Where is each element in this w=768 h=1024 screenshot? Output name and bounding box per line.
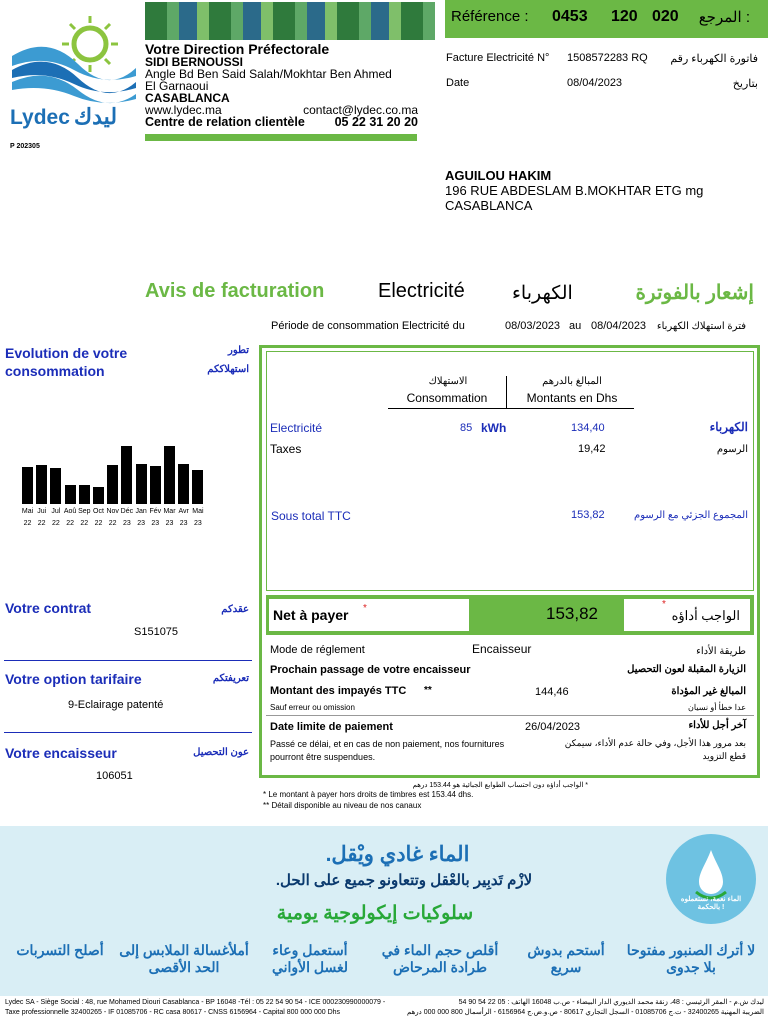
col-consumption-fr: Consommation [406,391,488,405]
payment-mode-label: Mode de réglement [270,644,365,656]
chart-bar [150,466,161,504]
chart-month-label: Sep [78,508,91,515]
chart-month-labels [22,507,212,531]
reference-part-2: 120 [611,8,638,25]
option-heading-ar: تعريفتكم [212,673,249,684]
direction-address-2: El Garnaoui [145,79,209,93]
chart-month-label: Mar [163,508,176,515]
chart-bar [93,487,104,504]
suspension-warning-ar: بعد مرور هذا الأجل، وفي حالة عدم الأداء، سيمكن قطع التزويد [564,738,746,761]
unpaid-label: Montant des impayés TTC [270,685,407,697]
contrat-heading: Votre contrat [5,600,92,616]
chart-year-label: 23 [122,520,131,527]
header-divider [145,134,417,141]
lydec-logo [8,14,138,139]
footer-line-1-ar: ليدك ش.م - المقر الرئيسي : 48، زنقة محمد الديوري الدار البيضاء - ص.ب 16048 الهاتف : 05 22 54 90 54 [458,999,764,1006]
encaisseur-value: 106051 [96,770,133,782]
banner-headline-1: الماء غادي ويْقل. [325,843,470,866]
unpaid-label-ar: المبالغ غير المؤداة [671,686,746,697]
footer-line-2-ar: الضريبة المهنية 32400265 - ت.ج 01085706 - السجل التجاري 80617 - ص.و.ض.ج 6156964 - الرأسمال 800 000 000 درهم [406,1009,764,1016]
elec-row-unit: kWh [481,421,507,435]
deadline-label-ar: آخر أجل للأداء [688,720,746,731]
subtotal-label: Sous total TTC [271,509,351,523]
chart-bar [107,465,118,504]
net-star-ar: * [662,599,666,610]
suspension-warning: Passé ce délai, et en cas de non paiement, nos fournitures pourront être suspendues. [270,739,505,762]
chart-month-label: Fév [149,508,162,515]
tip-item: أستحم بدوش سريع [527,942,605,975]
reference-box [445,0,768,38]
invoice-date-label: Date [446,77,470,89]
chart-month-label: Jul [51,508,61,515]
deadline-date: 26/04/2023 [525,721,581,733]
sidebar-divider [4,732,252,733]
invoice-number: 1508572283 RQ [567,52,648,64]
payment-mode-value: Encaisseur [472,642,532,656]
net-to-pay-row [266,595,754,635]
invoice-number-label: Facture Electricité N° [446,52,550,64]
avis-title-ar: إشعار بالفوترة [635,282,754,304]
net-amount: 153,82 [546,604,598,623]
invoice-date: 08/04/2023 [567,77,623,89]
chart-bar [79,485,90,504]
chart-bar [22,467,33,504]
option-heading: Votre option tarifaire [5,671,142,687]
encaisseur-heading-ar: عون التحصيل [193,747,249,758]
taxes-row-label: Taxes [270,442,302,456]
tip-item: أقلص حجم الماء في طرادة المرحاض [381,942,499,975]
chart-bar [192,470,203,504]
direction-city: CASABLANCA [145,91,230,105]
direction-title: Votre Direction Préfectorale [145,41,330,57]
omission-note: Sauf erreur ou omission [270,703,355,712]
chart-year-label: 22 [80,520,89,527]
chart-year-label: 23 [151,520,160,527]
chart-bar [36,465,47,504]
legal-footer [0,996,768,1024]
chart-year-label: 23 [179,520,188,527]
chart-bar [164,446,175,504]
reference-label: Référence : [451,8,529,25]
taxes-row-amount: 19,42 [578,443,606,455]
chart-bars-area [22,404,212,504]
chart-month-label: Mai [21,508,34,515]
chart-year-label: 23 [193,520,202,527]
footnote-1: * Le montant à payer hors droits de timbres est 153.44 dhs. [263,790,474,799]
option-value: 9-Eclairage patenté [68,699,164,711]
invoice-number-label-ar: فاتورة الكهرباء رقم [670,53,758,65]
chart-year-label: 22 [51,520,60,527]
invoice-type: Electricité [378,280,465,302]
invoice-date-label-ar: بتاريخ [732,78,758,90]
chart-year-label: 22 [94,520,103,527]
chart-bar [136,464,147,504]
net-label: Net à payer [273,607,349,623]
chart-year-label: 23 [165,520,174,527]
evolution-heading-ar-2: استهلاككم [207,364,249,375]
chart-month-label: Jui [37,508,47,515]
chart-month-label: Aoû [63,508,77,515]
chart-year-label: 22 [23,520,32,527]
footnote-2: ** Détail disponible au niveau de nos canaux [263,801,422,810]
direction-address-1: Angle Bd Ben Said Salah/Mokhtar Ben Ahmed [145,67,392,81]
table-header-separator [506,376,507,409]
period-label-ar: فترة استهلاك الكهرباء [656,321,746,332]
col-amount-ar: المبالغ بالدرهم [542,376,602,387]
banner-headline-2: لازْم تَدبِير بالعْقل وتتعاونو جميع على الحل. [275,872,533,889]
banner-logo-text: الماء نعمة، نستعملوه بالحكمة ! [680,896,742,911]
subtotal-amount: 153,82 [571,509,605,521]
reference-label-ar: المرجع : [698,9,750,26]
net-label-ar-cell [624,599,750,631]
tip-item: أصلح التسربات [16,942,104,958]
elec-row-qty: 85 [460,422,473,434]
chart-bar [50,468,61,504]
avis-title: Avis de facturation [145,280,325,302]
brand-name-ar: ليدك [74,104,118,129]
evolution-heading: Evolution de votre consommation [5,345,128,379]
omission-note-ar: عدا خطأ أو نسيان [688,703,746,712]
reference-part-3: 020 [652,8,679,25]
chart-month-label: Mai [192,508,204,515]
invoice-type-ar: الكهرباء [512,283,573,304]
chart-year-label: 22 [108,520,117,527]
customer-block [445,168,703,213]
next-visit-label: Prochain passage de votre encaisseur [270,664,471,676]
relation-label: Centre de relation clientèle [145,115,305,129]
chart-year-label: 22 [66,520,74,527]
header-photo-strip [145,2,435,40]
elec-row-label-ar: الكهرباء [709,420,748,434]
unpaid-amount: 144,46 [535,686,569,698]
period-from: 08/03/2023 [505,320,561,332]
sidebar-divider [4,660,252,661]
direction-name: SIDI BERNOUSSI [145,55,244,69]
evolution-heading-ar-1: تطور [228,345,249,356]
tip-item: أستعمل وعاء لغسل الأواني [271,942,349,975]
water-saving-banner [0,826,768,996]
footnote-ar: * الواجب أداؤه دون احتساب الطوابع الجبائية هو 153.44 درهم [412,782,588,789]
net-label-cell [269,599,469,631]
email-link[interactable]: contact@lydec.co.ma [303,103,418,117]
chart-year-label: 22 [37,520,46,527]
payment-divider [266,715,754,716]
tip-item: لا أترك الصنبور مفتوحا بلا جدوى [626,942,756,975]
website-link[interactable]: www.lydec.ma [145,103,222,117]
banner-subtitle: سلوكيات إيكولوجية يومية [276,903,474,924]
deadline-label: Date limite de paiement [270,721,393,733]
period-to: 08/04/2023 [591,320,647,332]
footer-line-1: Lydec SA - Siège Social : 48, rue Mohamed Diouri Casablanca - BP 16048 -Tél : 05 22 54 90 54 - ICE 000230990000079 - [5,999,386,1006]
col-consumption-ar: الاستهلاك [428,376,468,387]
chart-bar [65,485,76,504]
footer-line-2: Taxe professionnelle 32400265 - IF 01085706 - RC casa 80617 - CNSS 6156964 - Capital 800 000 000 Dhs [5,1009,341,1016]
reference-part-1: 0453 [552,8,588,25]
period-au: au [569,320,582,332]
taxes-row-label-ar: الرسوم [716,444,748,455]
contrat-value: S151075 [134,626,179,638]
col-amount-fr: Montants en Dhs [526,391,618,405]
payment-mode-label-ar: طريقة الأداء [696,646,746,657]
chart-month-label: Déc [120,508,134,515]
net-star: * [363,603,367,614]
chart-month-label: Oct [93,508,104,515]
form-code: P 202305 [10,143,40,150]
chart-bar [121,446,132,504]
customer-name: AGUILOU HAKIM [445,168,552,183]
consumption-chart [22,404,212,530]
period-label: Période de consommation Electricité du [271,320,465,332]
chart-month-label: Avr [178,508,189,515]
banner-logo [666,834,756,924]
tip-item: أملأغسالة الملابس إلى الحد الأقصى [119,942,249,975]
elec-row-label: Electricité [270,421,323,435]
billing-detail-box [266,351,754,591]
table-header-rule [388,408,634,409]
elec-row-amount: 134,40 [571,422,605,434]
subtotal-label-ar: المجموع الجزئي مع الرسوم [634,510,748,521]
chart-year-label: 23 [137,520,145,527]
direction-block [145,42,420,130]
encaisseur-heading: Votre encaisseur [5,745,117,761]
unpaid-star: ** [424,685,432,696]
chart-month-label: Nov [106,508,119,515]
chart-month-label: Jan [135,508,147,515]
customer-address: 196 RUE ABDESLAM B.MOKHTAR ETG mg [445,183,704,198]
net-label-ar: الواجب أداؤه [671,608,740,623]
customer-city: CASABLANCA [445,198,533,213]
next-visit-label-ar: الزيارة المقبلة لعون التحصيل [627,664,746,675]
tips-row [8,942,760,992]
relation-phone: 05 22 31 20 20 [334,115,418,129]
chart-bar [178,464,189,504]
contrat-heading-ar: عقدكم [221,604,249,615]
brand-name-fr: Lydec [10,106,70,129]
